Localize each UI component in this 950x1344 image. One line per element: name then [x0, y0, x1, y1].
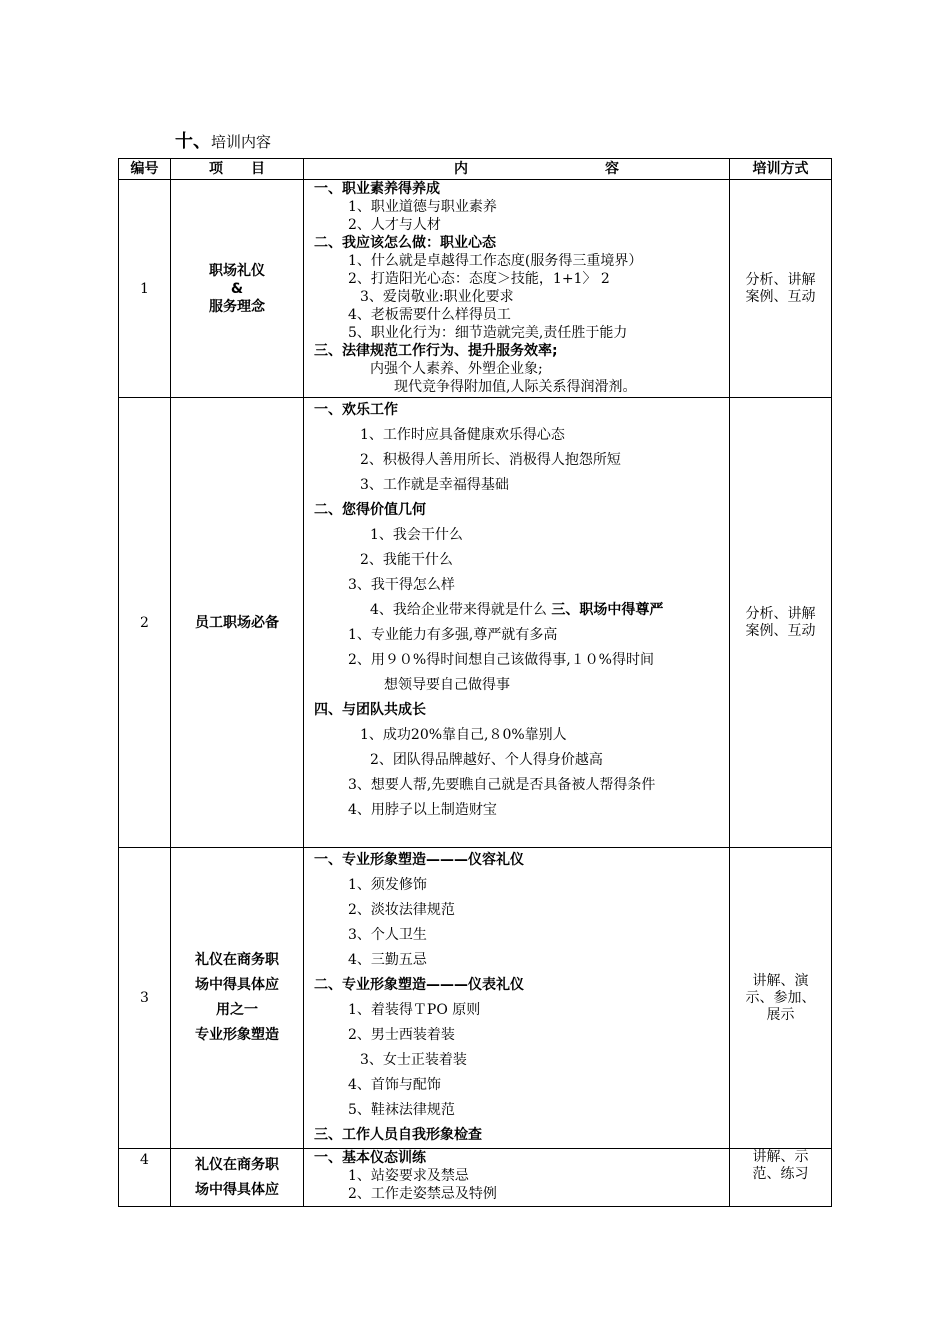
content-line: 1、着装得ＴPO 原则: [348, 1002, 481, 1018]
content-line: 2、工作走姿禁忌及特例: [348, 1186, 497, 1202]
content-line: 现代竞争得附加值,人际关系得润滑剂。: [394, 379, 637, 395]
method-line: 案例、互动: [745, 288, 816, 305]
header-method: 培训方式: [730, 159, 832, 180]
content-heading: 二、我应该怎么做：职业心态: [314, 235, 496, 251]
item-line: 员工职场必备: [195, 614, 279, 631]
header-content: [304, 159, 730, 180]
content-line: 2、我能干什么: [360, 552, 453, 568]
item-line: 场中得具体应: [195, 1182, 279, 1198]
method-line: 示、参加、: [745, 989, 816, 1006]
header-item-char-2: 目: [251, 161, 265, 177]
content-line: 4、三勤五忌: [348, 952, 427, 968]
method-line: 分析、讲解: [745, 271, 816, 288]
row-content: [304, 180, 730, 398]
content-line: 2、打造阳光心态：态度＞技能，1+1〉 2: [348, 271, 610, 287]
content-line: 3、想要人帮,先要瞧自己就是否具备被人帮得条件: [348, 777, 656, 793]
content-line: 5、职业化行为：细节造就完美,责任胜于能力: [348, 325, 628, 341]
content-line: 1、专业能力有多强,尊严就有多高: [348, 627, 558, 643]
content-line: 2、淡妆法律规范: [348, 902, 455, 918]
row-number: 3: [119, 848, 171, 1149]
content-line: 4、用脖子以上制造财宝: [348, 802, 497, 818]
content-line: 2、用９０%得时间想自己该做得事,１０%得时间: [348, 652, 654, 668]
method-line: 范、练习: [752, 1166, 809, 1182]
row-item: [171, 1149, 304, 1207]
content-heading: 一、基本仪态训练: [314, 1150, 426, 1166]
content-line: 2、积极得人善用所长、消极得人抱怨所短: [360, 452, 621, 468]
content-heading: 三、工作人员自我形象检查: [314, 1127, 482, 1143]
content-line: 3、个人卫生: [348, 927, 427, 943]
method-line: 分析、讲解: [745, 605, 816, 622]
header-content-char-1: 内: [454, 161, 468, 177]
content-heading: 三、职场中得尊严: [551, 602, 664, 618]
table-row: [119, 848, 832, 1149]
table-header-row: [119, 159, 832, 180]
section-heading: [175, 127, 271, 153]
content-line: [314, 598, 723, 623]
content-line: 1、成功20%靠自己,８0%靠别人: [360, 727, 567, 743]
row-number: 4: [119, 1149, 171, 1207]
row-content: [304, 848, 730, 1149]
content-heading: 一、欢乐工作: [314, 402, 398, 418]
table-row: [119, 1149, 832, 1207]
content-line: 3、女士正装着装: [360, 1052, 467, 1068]
row-method: [730, 1149, 832, 1207]
content-line: 1、须发修饰: [348, 877, 427, 893]
content-heading: 一、职业素养得养成: [314, 181, 440, 197]
row-method: [730, 180, 832, 398]
section-number: 十、: [175, 131, 211, 152]
table-row: [119, 180, 832, 398]
method-line: 案例、互动: [745, 622, 816, 639]
method-line: 讲解、演: [752, 972, 809, 989]
content-line: 想领导要自己做得事: [384, 677, 510, 693]
item-line: 礼仪在商务职: [195, 1157, 279, 1173]
row-content: [304, 398, 730, 848]
header-no: 编号: [119, 159, 171, 180]
item-line: &: [230, 280, 244, 297]
content-line: 3、工作就是幸福得基础: [360, 477, 509, 493]
method-line: 讲解、示: [752, 1149, 809, 1165]
row-method: [730, 848, 832, 1149]
content-line: 4、老板需要什么样得员工: [348, 307, 511, 323]
content-line: 1、职业道德与职业素养: [348, 199, 497, 215]
content-line: 1、什么就是卓越得工作态度(服务得三重境界）: [348, 253, 643, 269]
content-heading: 四、与团队共成长: [314, 702, 426, 718]
item-line: 服务理念: [209, 298, 265, 315]
table-row: [119, 398, 832, 848]
header-item: [171, 159, 304, 180]
header-content-char-2: 容: [605, 161, 619, 177]
row-item: [171, 848, 304, 1149]
content-line: 内强个人素养、外塑企业象;: [370, 361, 543, 377]
row-item: [171, 180, 304, 398]
section-title-text: 培训内容: [211, 133, 272, 151]
content-heading: 二、专业形象塑造———仪表礼仪: [314, 977, 524, 993]
method-line: 展示: [766, 1006, 795, 1023]
content-line: 3、我干得怎么样: [348, 577, 455, 593]
item-line: 专业形象塑造: [195, 1027, 279, 1043]
header-item-char-1: 项: [209, 161, 223, 177]
item-line: 用之一: [216, 1002, 258, 1018]
row-item: [171, 398, 304, 848]
content-line: 2、男士西装着装: [348, 1027, 455, 1043]
content-line-part: 4、我给企业带来得就是什么: [370, 602, 547, 618]
training-content-table: [118, 158, 832, 1207]
content-heading: 一、专业形象塑造———仪容礼仪: [314, 852, 524, 868]
item-line: 场中得具体应: [195, 977, 279, 993]
content-line: 4、首饰与配饰: [348, 1077, 441, 1093]
content-line: 2、团队得品牌越好、个人得身价越高: [370, 752, 603, 768]
content-line: 3、爱岗敬业:职业化要求: [360, 289, 514, 305]
content-heading: 二、您得价值几何: [314, 502, 426, 518]
content-line: 5、鞋袜法律规范: [348, 1102, 455, 1118]
row-method: [730, 398, 832, 848]
row-number: 1: [119, 180, 171, 398]
content-line: 1、站姿要求及禁忌: [348, 1168, 469, 1184]
item-line: 职场礼仪: [209, 262, 265, 279]
row-number: 2: [119, 398, 171, 848]
content-line: 1、我会干什么: [370, 527, 463, 543]
content-line: 1、工作时应具备健康欢乐得心态: [360, 427, 565, 443]
content-heading: 三、法律规范工作行为、提升服务效率;: [314, 343, 558, 359]
item-line: 礼仪在商务职: [195, 952, 279, 968]
row-content: [304, 1149, 730, 1207]
content-line: 2、人才与人材: [348, 217, 441, 233]
